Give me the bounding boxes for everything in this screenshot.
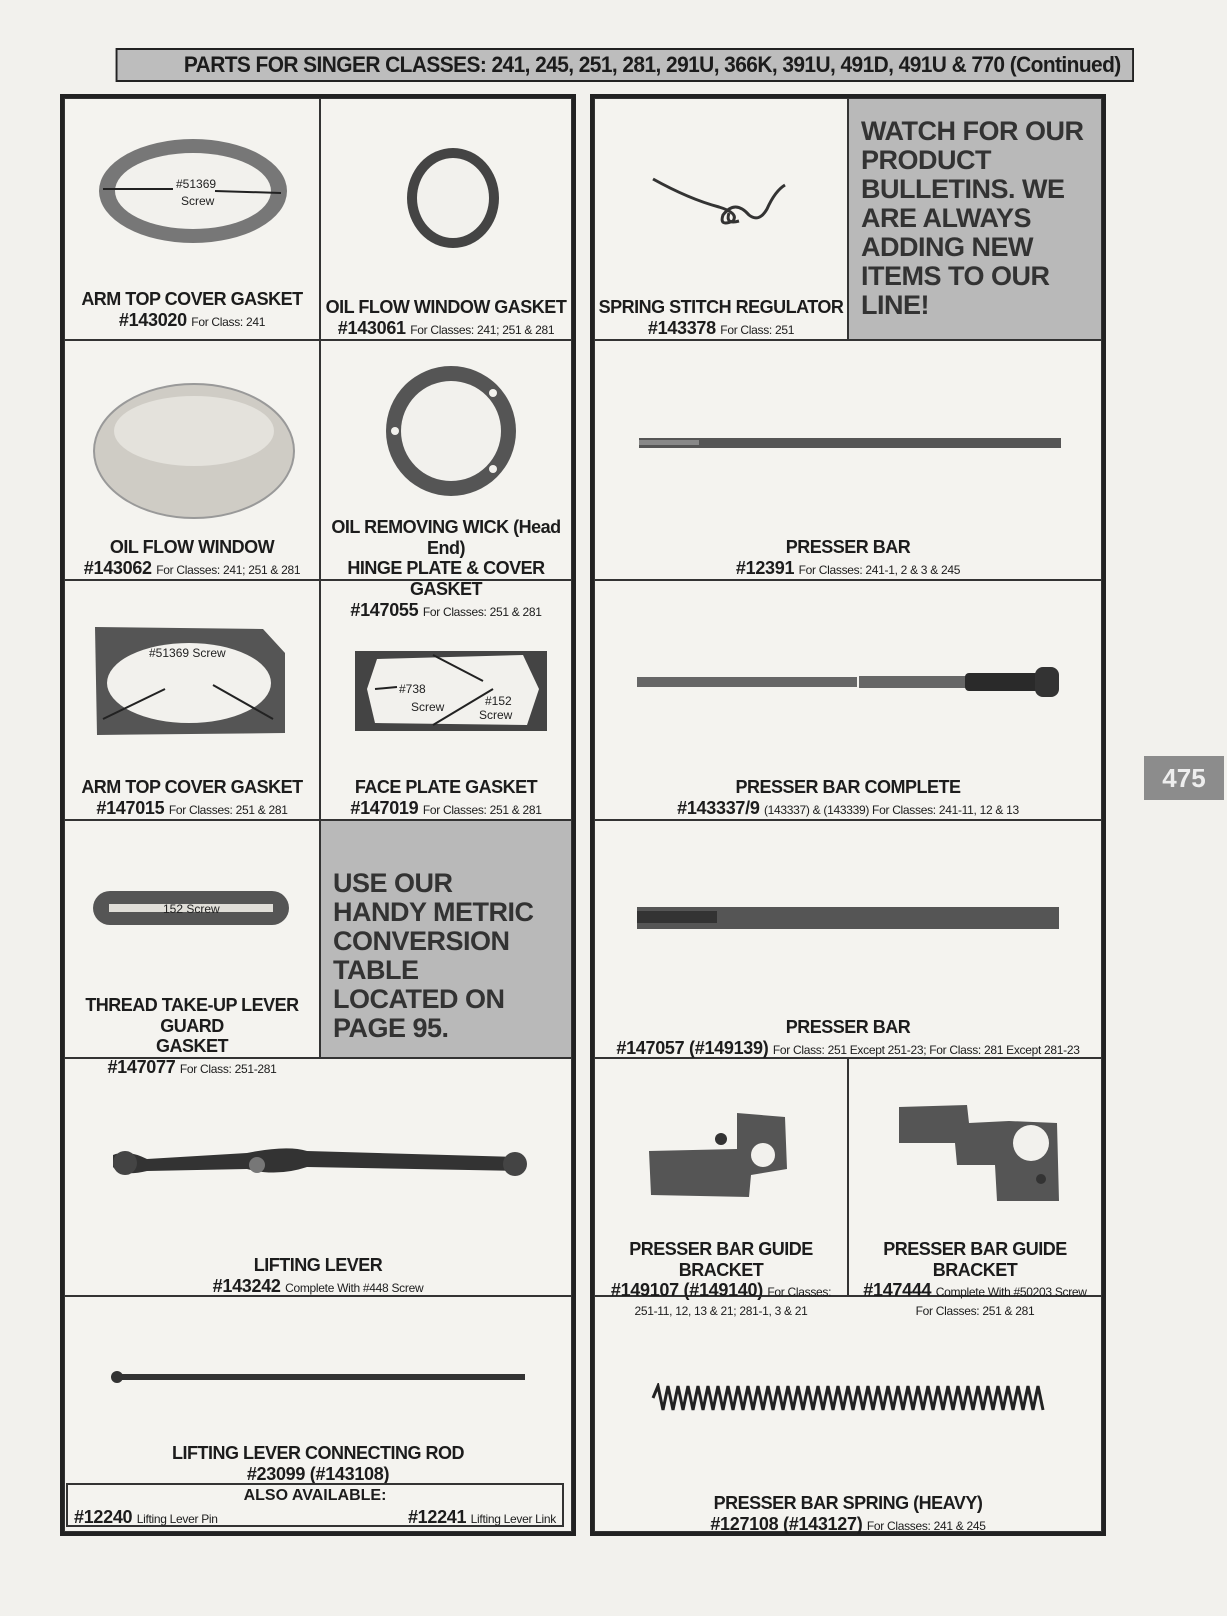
also-item-1	[74, 1507, 218, 1528]
cell-lifting-lever	[64, 1058, 572, 1296]
presser-bar-image	[635, 905, 1061, 931]
part-classes: For Class: 251-281	[179, 1062, 277, 1077]
cell-spring-stitch	[594, 98, 848, 340]
also-item-1-number: #12240	[74, 1507, 133, 1527]
cell-thread-takeup	[64, 820, 320, 1078]
promo-watch-box	[848, 98, 1102, 340]
arm-top-cover-gasket-image	[93, 133, 293, 253]
promo-metric-text: USE OUR HANDY METRIC CONVERSION TABLE LOCATED ON PAGE 95.	[333, 868, 534, 1043]
part-number: #149107 (#149140)	[610, 1280, 763, 1301]
cell-oil-flow-window	[64, 340, 320, 580]
part-title: LIFTING LEVER CONNECTING ROD	[172, 1443, 464, 1463]
guide-bracket-image	[897, 1103, 1063, 1203]
also-available-box	[66, 1483, 564, 1527]
face-plate-label-2a: #152	[485, 694, 512, 708]
presser-bar-image	[637, 435, 1063, 451]
part-number: #127108 (#143127)	[710, 1513, 863, 1534]
part-classes: For Classes: 251 & 281	[168, 802, 288, 817]
part-title: PRESSER BAR SPRING (HEAVY)	[713, 1493, 983, 1513]
oil-flow-window-gasket-image	[403, 143, 503, 253]
face-plate-label-2b: Screw	[479, 708, 513, 722]
part-classes: Complete With #50203 Screw	[935, 1285, 1087, 1300]
part-title: PRESSER BAR	[785, 537, 911, 557]
cell-arm-top-147015	[64, 580, 320, 820]
part-title: ARM TOP COVER GASKET	[81, 289, 303, 309]
takeup-label: 152 Screw	[163, 902, 220, 916]
part-number: #23099 (#143108)	[246, 1463, 390, 1484]
part-title: OIL FLOW WINDOW GASKET	[325, 297, 567, 317]
cell-oil-flow-window-gasket	[320, 98, 572, 340]
part-classes-2: 251-11, 12, 13 & 21; 281-1, 3 & 21	[634, 1303, 808, 1318]
part-title: PRESSER BAR COMPLETE	[735, 777, 961, 797]
part-title-1: OIL REMOVING WICK (Head End)	[331, 517, 561, 558]
gasket-label-1: #51369	[176, 177, 217, 191]
part-number: #147055	[350, 599, 419, 620]
also-item-2	[408, 1507, 556, 1528]
promo-metric-box	[320, 820, 572, 1058]
presser-bar-complete-image	[635, 665, 1063, 699]
also-available-label: ALSO AVAILABLE:	[243, 1487, 387, 1504]
part-number: #143061	[337, 317, 406, 338]
part-number: #147057 (#149139)	[616, 1037, 769, 1058]
gasket-label-2: Screw	[181, 194, 215, 208]
spring-stitch-regulator-image	[649, 169, 799, 239]
hinge-plate-gasket-image	[383, 363, 519, 499]
cell-guide-149107	[594, 1058, 848, 1318]
part-classes: For Class: 241	[191, 314, 266, 329]
cell-presser-spring	[594, 1296, 1102, 1532]
guide-bracket-image	[645, 1109, 795, 1199]
part-number: #12391	[735, 557, 795, 578]
cell-face-plate	[320, 580, 572, 820]
part-title: FACE PLATE GASKET	[354, 777, 538, 797]
part-classes: Complete With #448 Screw	[285, 1280, 424, 1295]
lifting-lever-image	[107, 1131, 533, 1191]
face-plate-label-1b: Screw	[411, 700, 445, 714]
cell-presser-complete	[594, 580, 1102, 820]
part-classes: For Classes: 241; 251 & 281	[410, 322, 555, 337]
part-number: #143337/9	[677, 797, 760, 818]
part-number: #147015	[96, 797, 165, 818]
cell-oil-wick	[320, 340, 572, 620]
part-classes: For Classes: 241-1, 2 & 3 & 245	[798, 562, 961, 577]
face-plate-label-1a: #738	[399, 682, 426, 696]
promo-watch-text: WATCH FOR OUR PRODUCT BULLETINS. WE ARE ALWAYS ADDING NEW ITEMS TO OUR LINE!	[861, 116, 1084, 320]
also-item-2-name: Lifting Lever Link	[470, 1512, 556, 1526]
part-classes: For Class: 251	[720, 322, 795, 337]
part-number: #143242	[212, 1275, 281, 1296]
page-number-tab: 475	[1144, 756, 1224, 800]
part-title-1: THREAD TAKE-UP LEVER GUARD	[85, 995, 299, 1036]
part-title-2: GASKET	[155, 1036, 228, 1057]
part-number: #147444	[863, 1280, 932, 1301]
part-number: #143062	[83, 557, 152, 578]
cell-presser-bar-147057	[594, 820, 1102, 1058]
connecting-rod-image	[109, 1367, 529, 1387]
part-title: OIL FLOW WINDOW	[109, 537, 275, 557]
part-number: #143020	[118, 309, 187, 330]
part-classes: For Class: 251 Except 251-23; For Class: 281 Except 281-23	[772, 1042, 1080, 1057]
arm-top-cover-gasket-image	[93, 623, 287, 737]
part-title: PRESSER BAR GUIDE BRACKET	[629, 1239, 813, 1280]
also-item-2-number: #12241	[407, 1507, 467, 1527]
presser-bar-spring-image	[651, 1383, 1045, 1413]
part-title: ARM TOP COVER GASKET	[81, 777, 303, 797]
part-title-2: HINGE PLATE & COVER GASKET	[347, 558, 545, 600]
part-classes: For Classes:	[767, 1285, 832, 1300]
oil-flow-window-image	[91, 381, 297, 521]
part-classes: For Classes: 241; 251 & 281	[156, 562, 301, 577]
part-number: #147077	[107, 1057, 176, 1078]
thread-takeup-gasket-image	[91, 887, 291, 929]
part-classes: For Classes: 241 & 245	[866, 1518, 986, 1533]
cell-guide-147444	[848, 1058, 1102, 1318]
also-item-1-name: Lifting Lever Pin	[136, 1512, 218, 1526]
part-title: PRESSER BAR	[785, 1017, 911, 1037]
part-title: LIFTING LEVER	[253, 1255, 383, 1275]
part-classes: For Classes: 251 & 281	[422, 604, 542, 619]
part-classes-2: For Classes: 251 & 281	[915, 1303, 1035, 1318]
part-number: #143378	[647, 317, 716, 338]
part-title: PRESSER BAR GUIDE BRACKET	[883, 1239, 1067, 1280]
part-classes: (143337) & (143339) For Classes: 241-11, 12 & 13	[763, 802, 1019, 817]
part-title: SPRING STITCH REGULATOR	[598, 297, 844, 317]
cell-arm-top-143020	[64, 98, 320, 340]
part-classes: For Classes: 251 & 281	[422, 802, 542, 817]
cell-presser-bar-12391	[594, 340, 1102, 580]
page-header: PARTS FOR SINGER CLASSES: 241, 245, 251, 281, 291U, 366K, 391U, 491D, 491U & 770 (Continued)	[116, 48, 1134, 82]
part-number: #147019	[350, 797, 419, 818]
gasket-label: #51369 Screw	[149, 646, 226, 660]
face-plate-gasket-image	[353, 649, 549, 733]
